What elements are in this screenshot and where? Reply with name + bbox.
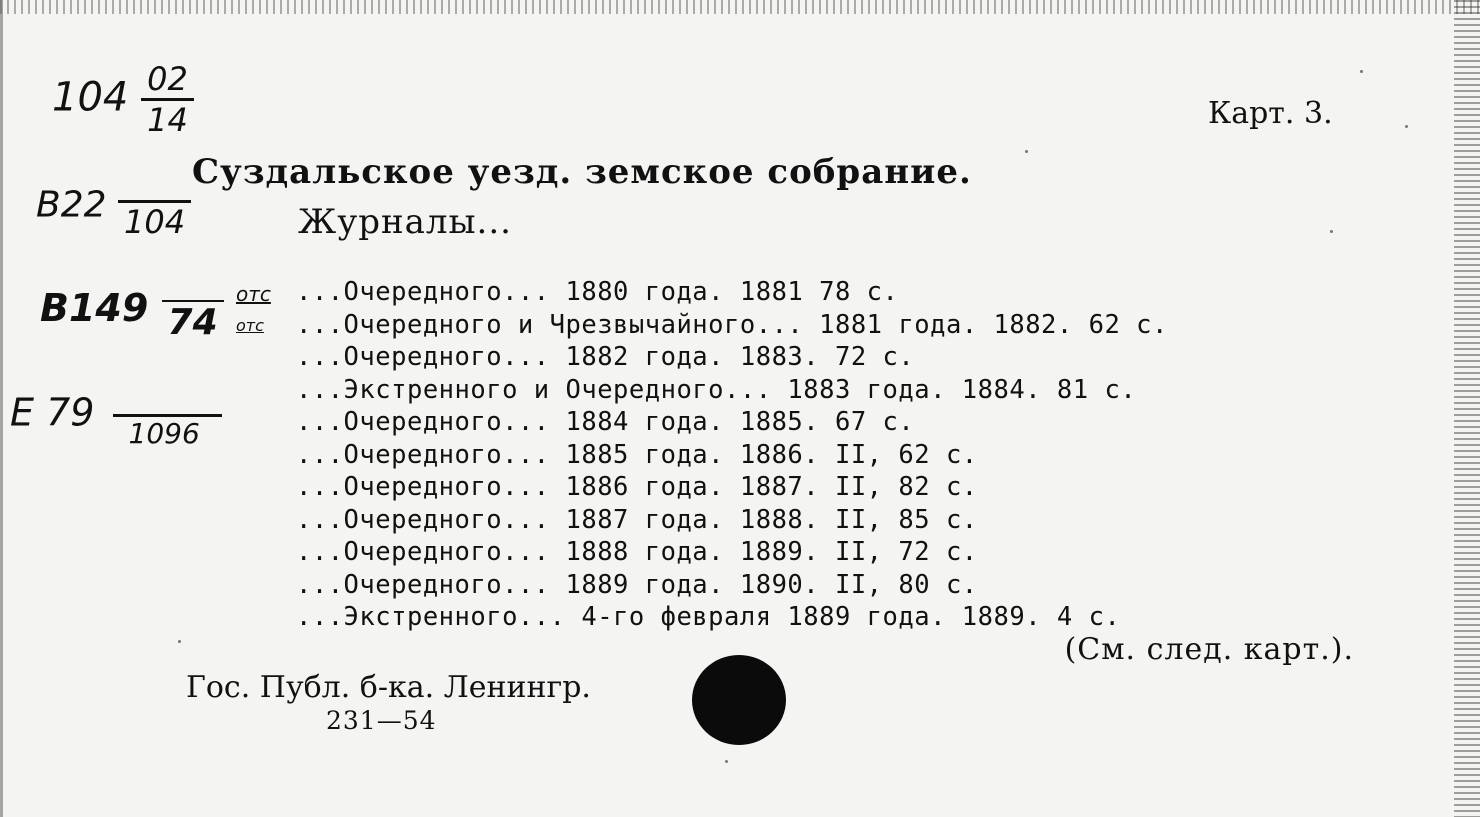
paper-speck (1330, 230, 1333, 233)
card-number: Карт. 3. (1208, 96, 1333, 131)
handwritten-code-2-whole: B22 (36, 184, 107, 226)
paper-speck (725, 760, 728, 763)
handwritten-code-3-whole: B149 (40, 286, 149, 330)
handwritten-code-3 (40, 278, 224, 343)
shelf-code: 231—54 (326, 706, 437, 735)
entry-item: ...Очередного... 1888 года. 1889. II, 72 с. (296, 537, 978, 567)
handwritten-code-4 (10, 380, 222, 450)
entry-item: ...Экстренного... 4-го февраля 1889 года. 1889. 4 с. (296, 602, 1121, 632)
entry-item: ...Очередного... 1885 года. 1886. II, 62 с. (296, 439, 978, 470)
card-edge-left (0, 0, 3, 817)
paper-speck (1025, 150, 1028, 153)
entry-item: ...Очередного... 1882 года. 1883. 72 с. (296, 342, 915, 372)
paper-speck (178, 640, 181, 643)
handwritten-code-4-fraction (113, 414, 222, 450)
handwritten-code-2 (36, 172, 191, 241)
handwritten-code-1-den: 14 (141, 98, 194, 139)
handwritten-code-2-den: 104 (118, 200, 191, 241)
see-next-card-note: (См. след. карт.). (1064, 632, 1354, 667)
handwritten-code-3-den: 74 (162, 300, 224, 343)
stamp-mark: отс (236, 282, 271, 306)
library-name: Гос. Публ. б-ка. Ленингр. (186, 670, 591, 705)
entry-item: ...Экстренного и Очередного... 1883 года. 1884. 81 с. (296, 374, 1137, 405)
handwritten-code-1-whole: 104 (52, 74, 129, 121)
card-subtitle: Журналы... (298, 202, 512, 242)
paper-speck (1360, 70, 1363, 73)
card-title: Суздальское уезд. земское собрание. (192, 152, 972, 192)
card-edge-top (0, 0, 1480, 14)
handwritten-code-4-den: 1096 (113, 414, 222, 450)
entry-item: ...Очередного... 1880 года. 1881 78 с. (296, 277, 899, 307)
entry-item: ...Очередного... 1889 года. 1890. II, 80 с. (296, 569, 978, 600)
entry-item: ...Очередного... 1887 года. 1888. II, 85 с. (296, 504, 978, 535)
punch-hole (692, 655, 786, 745)
handwritten-code-2-fraction (118, 200, 191, 241)
card-edge-right (1454, 0, 1480, 817)
handwritten-code-3-fraction (162, 300, 224, 343)
handwritten-code-1-fraction (141, 60, 194, 139)
entry-item: ...Очередного и Чрезвычайного... 1881 года. 1882. 62 с. (296, 309, 1168, 340)
handwritten-code-1 (52, 60, 194, 139)
entry-item: ...Очередного... 1884 года. 1885. 67 с. (296, 407, 915, 437)
handwritten-code-1-num: 02 (147, 60, 188, 98)
entry-item: ...Очередного... 1886 года. 1887. II, 82 с. (296, 472, 978, 502)
paper-speck (1405, 125, 1408, 128)
handwritten-code-4-whole: E 79 (10, 390, 95, 435)
entry-list (296, 276, 1168, 634)
stamp-mark: отс (236, 316, 264, 335)
